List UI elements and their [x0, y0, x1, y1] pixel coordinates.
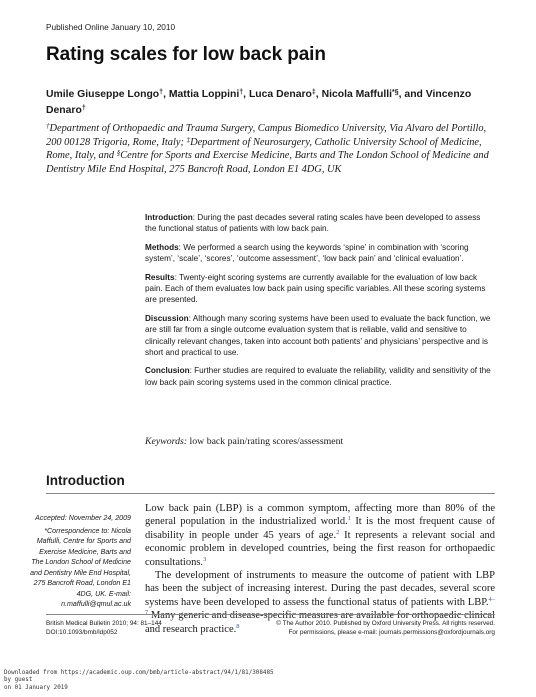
abstract-text: : During the past decades several rating scales have been developed to assess the functional status of patients with low back pain.	[145, 213, 481, 234]
author-mark: *§	[392, 89, 399, 96]
author-mark: ‡	[311, 89, 316, 96]
copyright: © The Author 2010. Published by Oxford University Press. All rights reserved.	[276, 620, 495, 627]
body-text-span: The development of instruments to measure the outcome of patient with LBP has been the subject of increasing interest. During the past decades, several score systems have been developed to assess the functional status of patients with LBP.	[145, 570, 495, 608]
download-line: by guest	[4, 677, 33, 684]
abstract-text: : We performed a search using the keywords ‘spine’ in combination with ‘scoring system’, ‘scale’, ‘scores’, ‘outcome assessment’, ‘low back pain’ and ‘clinical evaluation’.	[145, 242, 469, 264]
keywords-label: Keywords:	[145, 436, 188, 447]
footer-divider	[46, 614, 495, 615]
abstract-section	[145, 242, 493, 265]
article-title: Rating scales for low back pain	[46, 44, 326, 65]
abstract-text: : Twenty-eight scoring systems are currently available for the evaluation of low back pain. Each of them evaluates low back pain using specific variables. All these scoring systems are presented.	[145, 272, 486, 305]
abstract-label: Introduction	[145, 213, 193, 222]
abstract-label: Results	[145, 272, 175, 282]
download-line: Downloaded from https://academic.oup.com/bmb/article-abstract/94/1/81/308485	[4, 670, 274, 676]
citation-ref: 3	[203, 555, 207, 563]
body-text-span: It is the most frequent cause of disability in people under 45 years of age.	[145, 516, 496, 541]
abstract-section	[145, 212, 493, 235]
body-text-span: Low back pain (LBP) is a common symptom, affecting more than 80% of the general population in the industrialized world.	[145, 503, 495, 528]
author-name: Umile Giuseppe Longo	[46, 89, 160, 100]
journal-citation: British Medical Bulletin 2010; 94: 81–144	[46, 620, 162, 627]
abstract-section	[145, 313, 493, 359]
affiliation-text: Department of Orthopaedic and Trauma Surgery, Campus Biomedico University, Via Alvaro del Portillo, 200 00128 Trigoria, Rome, Italy;	[46, 123, 487, 148]
abstract-label: Discussion	[145, 313, 189, 323]
footer-copyright	[276, 619, 495, 638]
citation-ref: 8	[236, 622, 240, 630]
abstract	[145, 212, 493, 395]
abstract-text: : Further studies are required to evaluate the reliability, validity and sensitivity of the low back pain scoring systems used in the common clinical practice.	[145, 366, 491, 387]
abstract-section	[145, 272, 493, 306]
keywords-text: low back pain/rating scores/assessment	[187, 436, 344, 447]
abstract-label: Methods	[145, 242, 179, 252]
download-line: on 01 January 2019	[4, 684, 68, 691]
affiliation-mark: §	[116, 149, 121, 158]
section-divider	[46, 493, 495, 494]
citation-ref: 1	[347, 515, 351, 523]
author-name: Luca Denaro	[248, 89, 312, 100]
affiliation-mark: †	[46, 122, 50, 130]
footer-citation	[46, 619, 162, 638]
author-mark: †	[239, 89, 244, 96]
author-mark: †	[81, 104, 86, 112]
citation-ref: 2	[336, 528, 340, 536]
author-name: Mattia Loppini	[168, 89, 240, 100]
doi: DOI:10.1093/bmb/ldp052	[46, 629, 118, 637]
published-date: Published Online January 10, 2010	[46, 22, 176, 32]
section-heading-introduction: Introduction	[46, 473, 125, 488]
abstract-section	[145, 365, 493, 388]
affiliation-text: Department of Neurosurgery, Catholic University School of Medicine, Rome, Italy, and	[46, 136, 482, 162]
affiliations	[46, 122, 496, 176]
citation-ref: 4–7	[145, 595, 495, 617]
introduction-body	[145, 502, 495, 636]
author-mark: †	[159, 89, 164, 96]
author-list: Umile Giuseppe Longo†, Mattia Loppini†, Luca Denaro‡, Nicola Maffulli*§, and Vincenzo Denaro†	[46, 89, 472, 116]
abstract-text: : Although many scoring systems have been used to evaluate the back function, we are still far from a single outcome evaluation system that is reliable, valid and sensitive to clinically relevant changes, taken into account both patients’ and physicians’ perspective and is short and practical to use.	[145, 313, 491, 358]
correspondence-sidenote	[30, 513, 131, 612]
author-name: Nicola Maffulli	[321, 89, 393, 100]
permissions: For permissions, please e-mail: journals.permissions@oxfordjournals.org	[288, 629, 495, 637]
affiliation-mark: ‡	[186, 135, 191, 144]
download-stamp	[4, 670, 274, 692]
accepted-date: Accepted: November 24, 2009	[35, 514, 131, 522]
body-text-span: It represents a relevant social and economic problem in developed countries, being the first reason for orthopaedic consultations.	[145, 529, 495, 568]
body-paragraph	[145, 502, 495, 569]
correspondence: *Correspondence to: Nicola Maffulli, Centre for Sports and Exercise Medicine, Barts and The London School of Medicine and Dentistry Mile End Hospital, 275 Bancroft Road, London E1 4DG, UK. E-mail: n.maffulli@qmul.ac.uk	[30, 526, 131, 608]
abstract-label: Conclusion	[145, 366, 190, 376]
author-name: Vincenzo Denaro	[46, 89, 472, 116]
keywords	[145, 436, 343, 447]
affiliation-text: Centre for Sports and Exercise Medicine, Barts and The London School of Medicine and Dentistry Mile End Hospital, 275 Bancroft Road, London E1 4DG, UK	[46, 150, 489, 175]
body-text-span: Many generic and disease-specific measures are available for orthopaedic clinical and research practice.	[145, 610, 495, 635]
